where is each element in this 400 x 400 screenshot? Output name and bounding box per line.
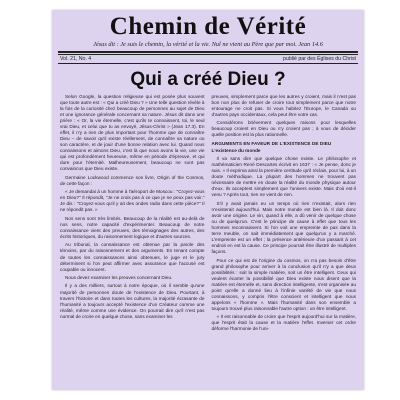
paragraph: Nous devez examiner les preuves concernant Dieu. (65, 275, 173, 281)
masthead-motto: Jésus dit : Je suis le chemin, la vérité et la vie. Nul ne vient au Père que par moi. Jean 14.6 (93, 41, 323, 48)
article-headline: Qui a créé Dieu ? (130, 68, 286, 90)
masthead (52, 13, 364, 49)
issue-volume: Vol. 21, No. 4 (60, 56, 92, 63)
paragraph: Pour ce qui est de l'origine du cosmos, on n'a pas besoin d'être grand philosophe pour arriver à la conclusion qu'il n'y a que deux possibilités : soit la simple matière, soit un être intelligent. Ceux qui veulent écarter la possibilité que Dieu existe nous disent que la matière est éternelle et, sans direction intelligente, s'est organisée au point qu'elle a donné lieu à l'infinie variété de vie que nous connaissons, y compris l'être conscient et intelligent que nous appelons « l'homme ». Mais l'humanité dans son ensemble a toujours trouvé plus raisonnable l'autre option : un être intelligent. (211, 257, 356, 311)
issue-publisher: publié par des Églises du Christ (283, 56, 356, 63)
newsletter-page (52, 10, 364, 390)
paragraph: Au tribunal, la connaissance est obtenue par la parole des témoins, par du raisonnement et des arguments. En tenant compte de toutes les connaissances ainsi obtenues, le juge et le jury déterminent si l'on peut affirmer avec assurance que l'accusé est coupable ou innocent. (60, 242, 205, 272)
paragraph: Germaine Lockwood commence son livre, Origin of the Cosmos, de cette façon : (60, 174, 205, 186)
issue-rule (58, 63, 358, 64)
section-heading: ARGUMENTS EN FAVEUR DE L'EXISTENCE DE DIEU (211, 140, 332, 146)
issue-line (52, 54, 364, 63)
left-column (60, 94, 205, 335)
paragraph: Il va sans dire que quelque chose existe. Le philosophe et mathématicien René Descartes écrivit en 1637 : « Je pense, donc je suis. » Il exprima ainsi la première certitude qu'il réclais, pour lui, à un doute méthodique. La plupart des hommes ne trouvent pas nécessaire de mettre en doute la réalité du monde physique autour d'eux. Ils acceptent simplement que l'univers existe. Mais d'où est-il venu ? Après tout, rien ne vient de rien. (211, 155, 356, 198)
subheading: L'existence du monde (211, 148, 261, 154)
paragraph: S'il y avait jamais eu un temps où rien n'existait, alors rien n'existerait aujourd'hui. Mais notre monde est bien là. Il doit donc avoir une origine. Le vin, quand à elle, a dû venir de quelque chose ou de quelqu'un. C'est le principe de cause à effet que tous les hommes reconnaissent. Si l'on voit une empreinte de pas dans la terre meuble, on sait immédiatement que quelqu'un y a marché. L'empreinte est un effet ; la présence antérieure d'un passant à cet endroit en est la cause. Ce principe pourrait être illustré de multiples façons. (211, 200, 356, 255)
paragraph: « Il est raisonnable de croire que l'esprit aujourd'hui sur la matière, que l'esprit était la cause et la matière l'effet. Inverser cet ordre déforme l'harmonie de l'uni- (211, 314, 356, 332)
right-column (212, 94, 357, 335)
paragraph: Selon Google, la question religieuse qui est posée plus souvent que toute autre est : « Qui a créé Dieu ? » Une telle question révèle à la fois de la curiosité chez beaucoup de personnes au sujet de Dieu et une ignorance générale concernant sa nature. Jésus dit dans une prière : « Or, la vie éternelle, c'est qu'ils te connaissent, toi, le seul vrai Dieu, et celui que tu as envoyé, Jésus-Christ » (Jean 17.3). En effet, il n'y a rien de plus important pour l'homme que de connaître Dieu – de savoir qu'il existe réellement, de connaître sa nature ou son caractère, et de jouir d'une bonne relation avec lui. Quand nous connaissons et aimons Dieu, c'est là que nous avons la vie, une vie qui est profondément heureuse, même en période d'épreuve, et qui dure pour l'éternité. Malheureusement, beaucoup ne sont pas convaincus que Dieu existe. (60, 93, 205, 172)
paragraph: Il y a des milliers, surtout à notre époque, où il semble qu'une majorité de personnes doute de l'existence de Dieu. Pourtant, à travers l'histoire et dans toutes les cultures, la majorité écrasante de l'humanité a toujours accepté l'existence d'un Créateur comme une réalité, même comme une évidence. On pourrait dire qu'il n'est pas normal de croire en quelque chose, sans examiner les (60, 283, 205, 319)
paragraph: Nos sens sont très limités. Beaucoup de la réalité est au-delà de nos sens, notre capacité d'expérimenter. Beaucoup de notre connaissance vient des preuves, des témoignages des autres, des écrits historiques, du raisonnement logique et d'autres sources. (60, 215, 205, 239)
quote-paragraph: « Je demandai à un homme à l'aéroport de Moscou : "Croyez-vous en Dieu?" Il répondit, "Je ne crois pas à ce que je ne peux pas voir." Je dis : "Croyez-vous qu'il y ait des ondes radio dans cette pièce?" Il ne répondit pas. » (60, 189, 205, 213)
paragraph: Considérons brièvement quelques raisons pour lesquelles beaucoup croient en Dieu ou n'y croient pas ; à vous de décider quelle position est la plus rationnelle. (211, 120, 356, 138)
masthead-rule (58, 51, 358, 53)
paragraph: preuves, simplement parce que les autres y croient, mais il n'est pas bon non plus de refuser de croire tout simplement parce que notre entourage ne croit pas. Si vous habitez l'Europe, le Canada ou d'autres pays occidentaux, cela peut être votre cas. (211, 93, 356, 117)
article-body (52, 94, 364, 335)
masthead-title: Chemin de Vérité (109, 13, 307, 40)
